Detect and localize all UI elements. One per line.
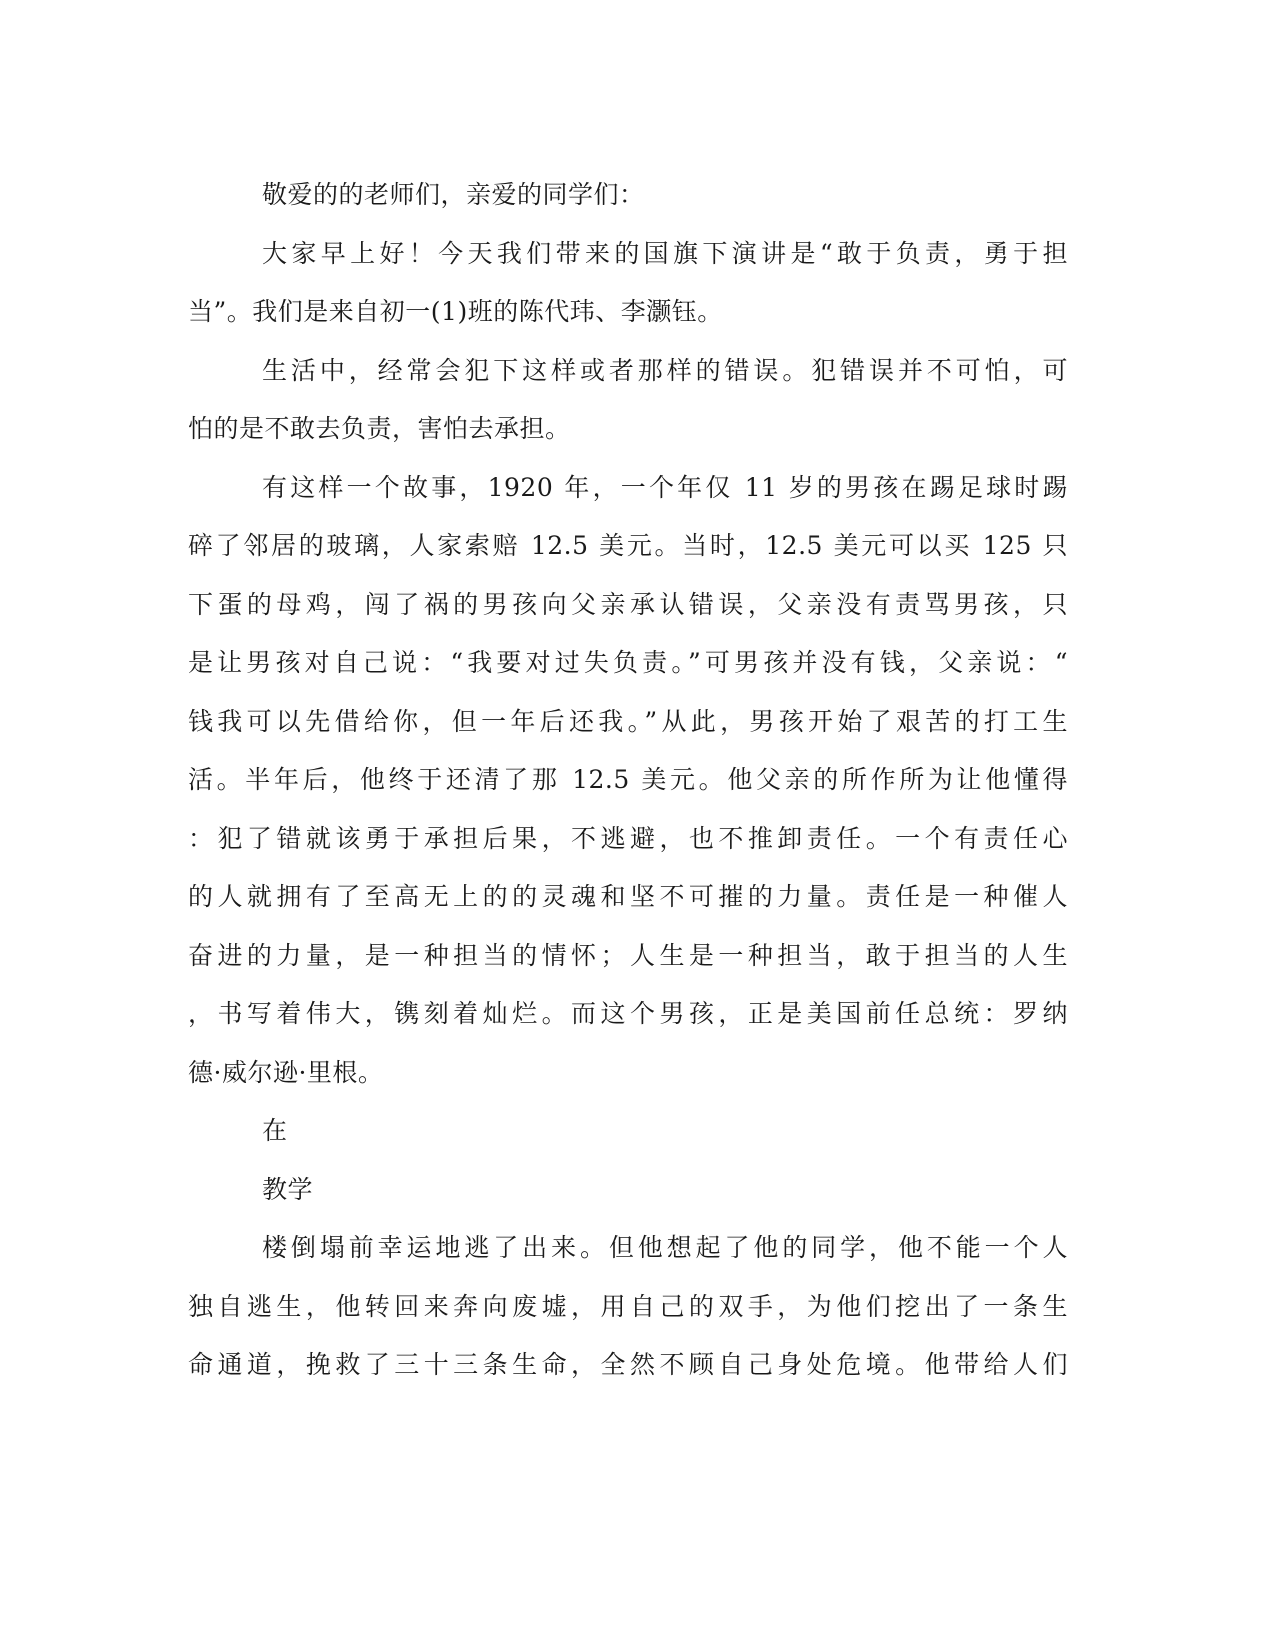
speech-text-body [188,166,1068,1395]
text-line: 怕的是不敢去负责，害怕去承担。 [188,414,571,443]
text-line: 在 [262,1116,288,1145]
text-line: 有这样一个故事，1920 年，一个年仅 11 岁的男孩在踢足球时踢 [262,472,1068,502]
text-line: 命通道，挽救了三十三条生命，全然不顾自己身处危境。他带给人们 [188,1350,1068,1379]
text-line: 敬爱的的老师们，亲爱的同学们： [262,180,645,209]
text-line: 当”。我们是来自初一(1)班的陈代玮、李灏钰。 [188,297,723,326]
text-line: ：犯了错就该勇于承担后果，不逃避，也不推卸责任。一个有责任心 [188,823,1068,853]
text-line: 奋进的力量，是一种担当的情怀；人生是一种担当，敢于担当的人生 [188,940,1068,970]
text-line: 生活中，经常会犯下这样或者那样的错误。犯错误并不可怕，可 [262,355,1068,385]
text-line: 楼倒塌前幸运地逃了出来。但他想起了他的同学，他不能一个人 [262,1233,1068,1262]
text-line: 教学 [262,1174,314,1204]
text-line: ，书写着伟大，镌刻着灿烂。而这个男孩，正是美国前任总统：罗纳 [188,999,1068,1028]
text-line: 下蛋的母鸡，闯了祸的男孩向父亲承认错误，父亲没有责骂男孩，只 [188,589,1068,619]
text-line: 大家早上好！今天我们带来的国旗下演讲是“敢于负责，勇于担 [262,238,1068,268]
text-line: 独自逃生，他转回来奔向废墟，用自己的双手，为他们挖出了一条生 [188,1291,1068,1321]
text-line: 钱我可以先借给你，但一年后还我。”从此，男孩开始了艰苦的打工生 [188,706,1068,736]
text-line: 德·威尔逊·里根。 [188,1057,384,1087]
text-line: 碎了邻居的玻璃，人家索赔 12.5 美元。当时，12.5 美元可以买 125 只 [188,531,1068,560]
text-line: 的人就拥有了至高无上的的灵魂和坚不可摧的力量。责任是一种催人 [188,882,1068,911]
text-line: 是让男孩对自己说：“我要对过失负责。”可男孩并没有钱，父亲说：“ [188,648,1068,677]
text-line: 活。半年后，他终于还清了那 12.5 美元。他父亲的所作所为让他懂得 [188,765,1068,794]
